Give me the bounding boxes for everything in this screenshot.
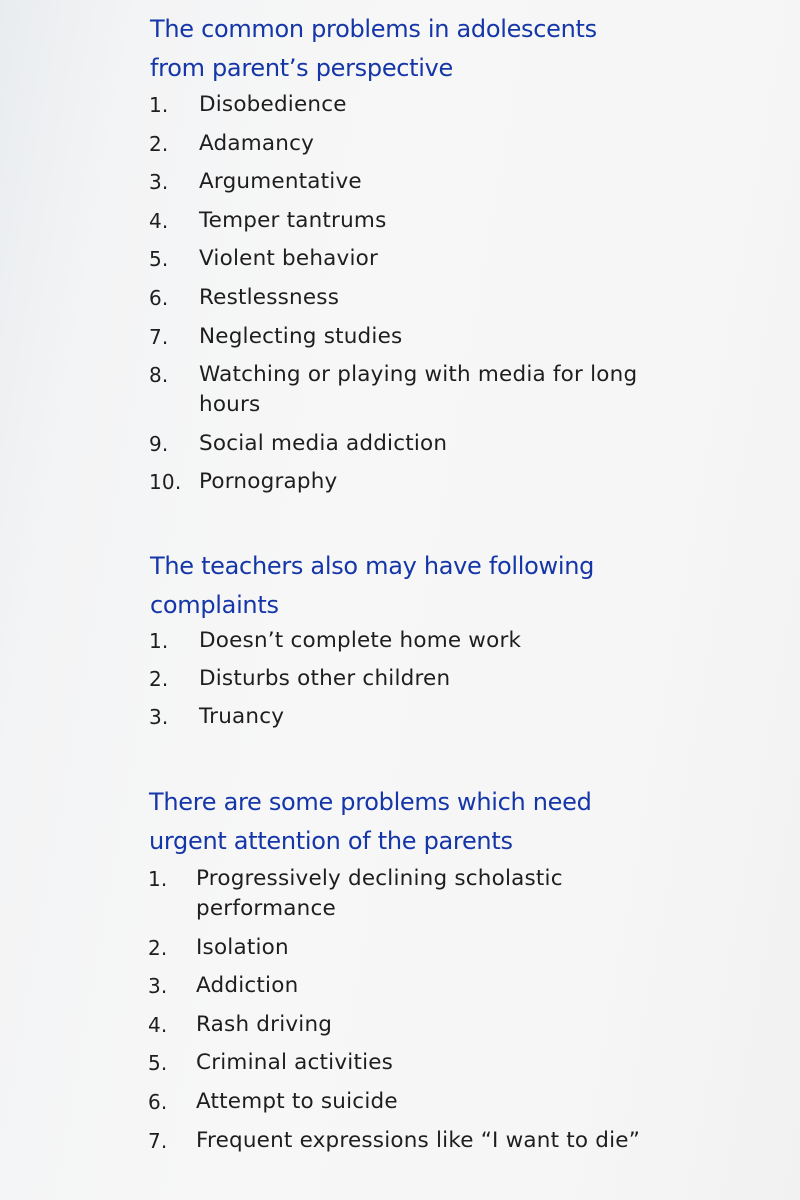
list-item (0, 626, 800, 664)
list-item (0, 167, 800, 206)
list-item (0, 1048, 800, 1087)
heading-line-1: There are some problems which need (149, 788, 592, 816)
item-number: 10. (149, 470, 182, 495)
item-text: Neglecting studies (199, 323, 403, 349)
item-text: Addiction (196, 973, 299, 999)
item-text: Pornography (199, 469, 338, 495)
item-number: 8. (149, 363, 169, 388)
list-item (0, 467, 800, 506)
item-text: Truancy (199, 704, 285, 729)
item-number: 5. (149, 247, 169, 272)
list-item (0, 429, 800, 468)
item-text (199, 360, 639, 420)
list-item (0, 702, 800, 740)
item-text: Frequent expressions like “I want to die” (196, 1127, 641, 1153)
item-text: Violent behavior (199, 246, 379, 272)
item-number: 1. (149, 93, 169, 117)
item-number: 3. (149, 170, 169, 195)
item-text-line-1: Watching or playing with media for long (199, 362, 638, 388)
item-text: Social media addiction (199, 430, 448, 456)
list-item (0, 244, 800, 283)
item-text: Rash driving (196, 1011, 333, 1037)
item-text-line-2: performance (196, 896, 336, 921)
urgent-problem-list (0, 864, 800, 1164)
item-number: 7. (148, 1128, 168, 1153)
item-number: 5. (148, 1051, 168, 1076)
item-text: Doesn’t complete home work (199, 628, 522, 653)
heading-line-1: The common problems in adolescents (150, 15, 597, 43)
item-text: Disobedience (199, 92, 347, 117)
list-item (0, 664, 800, 702)
item-number: 2. (148, 935, 168, 960)
item-text: Temper tantrums (199, 207, 387, 233)
item-number: 2. (149, 131, 169, 156)
item-text: Isolation (196, 934, 289, 960)
section-heading (150, 547, 710, 625)
heading-line-2: from parent’s perspective (150, 54, 454, 82)
list-item (0, 1126, 800, 1165)
item-number: 7. (149, 324, 169, 349)
heading-line-1: The teachers also may have following (150, 552, 595, 580)
list-item (0, 206, 800, 245)
item-number: 6. (148, 1089, 168, 1114)
item-text: Adamancy (199, 130, 315, 156)
item-text: Attempt to suicide (196, 1088, 398, 1114)
section-heading (150, 10, 710, 88)
list-item (0, 129, 800, 168)
item-number: 4. (149, 208, 169, 233)
item-number: 2. (149, 667, 169, 691)
list-item (0, 971, 800, 1010)
problem-list (0, 90, 800, 506)
item-text: Restlessness (199, 284, 340, 310)
list-item (0, 360, 800, 429)
list-item (0, 283, 800, 322)
list-item (0, 1087, 800, 1126)
item-number: 3. (148, 974, 168, 999)
item-text-line-1: Progressively declining scholastic (196, 866, 563, 891)
item-text (196, 864, 666, 924)
complaint-list (0, 626, 800, 740)
item-number: 3. (149, 705, 169, 729)
list-item (0, 933, 800, 972)
item-text-line-2: hours (199, 392, 261, 418)
item-number: 4. (148, 1012, 168, 1037)
heading-line-2: complaints (150, 591, 279, 619)
list-item (0, 322, 800, 361)
item-text: Argumentative (199, 169, 362, 195)
item-number: 9. (149, 431, 169, 456)
item-text: Disturbs other children (199, 666, 451, 691)
heading-line-2: urgent attention of the parents (149, 827, 513, 855)
list-item (0, 864, 800, 933)
section-heading (149, 783, 709, 861)
list-item (0, 1010, 800, 1049)
item-number: 1. (149, 629, 169, 653)
item-number: 6. (149, 285, 169, 310)
list-item (0, 90, 800, 129)
item-number: 1. (148, 867, 168, 891)
item-text: Criminal activities (196, 1050, 394, 1076)
